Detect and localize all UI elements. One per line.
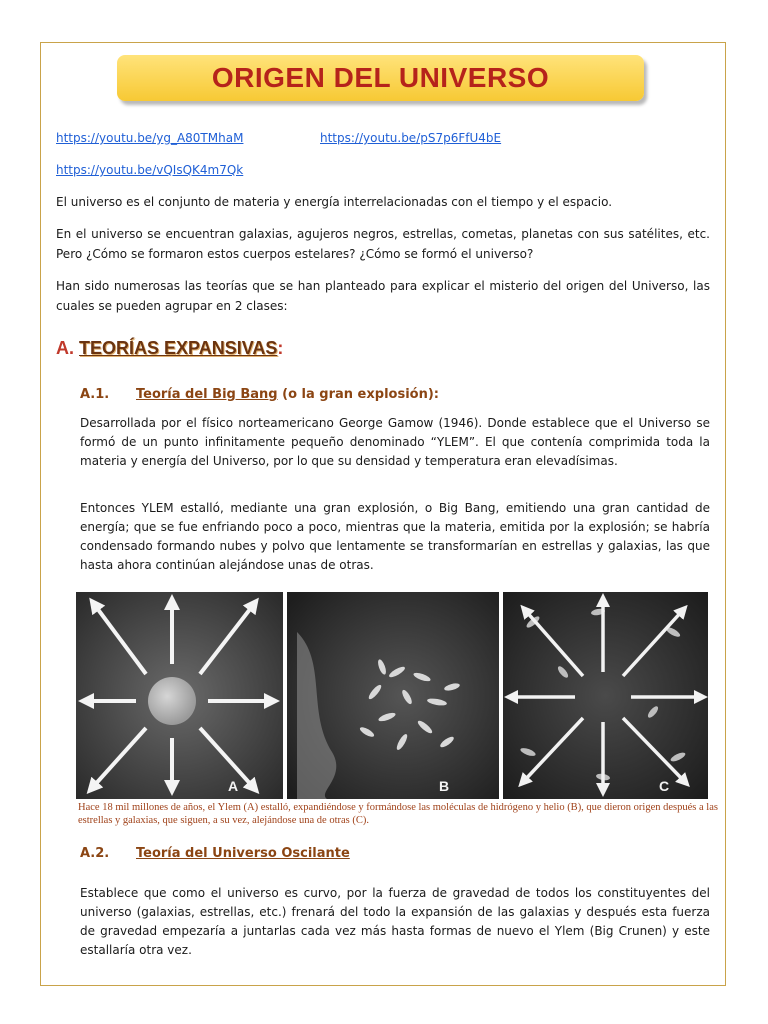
figure-caption: Hace 18 mil millones de años, el Ylem (A) estalló, expandiéndose y formándose las moléculas de hidrógeno y helio (B), que dieron origen después a las estrellas y galaxias, que siguen, a su vez, alejándose una de otras (C). (78, 802, 718, 826)
subsection-a1-title: Teoría del Big Bang (136, 387, 278, 402)
section-a-heading (56, 338, 283, 359)
figure-label-b: B (439, 778, 450, 794)
figure-c-galaxies (503, 592, 708, 799)
subsection-a2-number: A.2. (80, 846, 110, 861)
intro-paragraph-1: El universo es el conjunto de materia y energía interrelacionadas con el tiempo y el espacio. (56, 195, 613, 209)
video-link-1[interactable]: https://youtu.be/yg_A80TMhaM (56, 131, 244, 145)
oscillating-paragraph: Establece que como el universo es curvo, por la fuerza de gravedad de todos los constituyentes del universo (galaxias, estrellas, etc.) frenará del todo la expansión de las galaxias y después esta fuerza de gravedad empezaría a juntarlas cada vez más hasta formas de nuevo el Ylem (Big Crunen) y este estallaría otra vez. (80, 886, 710, 957)
subsection-a2-title: Teoría del Universo Oscilante (136, 846, 350, 861)
section-a-suffix: : (277, 338, 284, 358)
intro-paragraph-2: En el universo se encuentran galaxias, agujeros negros, estrellas, cometas, planetas con sus satélites, etc. Pero ¿Cómo se formaron estos cuerpos estelares? ¿Cómo se formó el universo? (56, 227, 710, 261)
figure-label-c: C (659, 778, 670, 794)
big-bang-paragraph-2: Entonces YLEM estalló, mediante una gran explosión, o Big Bang, emitiendo una gran cantidad de energía; que se fue enfriando poco a poco, mientras que la materia, emitida por la explosión; se habría condensado formando nubes y polvo que lentamente se transformarían en estrellas y galaxias, las que hasta ahora continúan alejándose unas de otras. (80, 501, 710, 572)
video-link-3[interactable]: https://youtu.be/vQIsQK4m7Qk (56, 163, 244, 177)
big-bang-paragraph-1: Desarrollada por el físico norteamericano George Gamow (1946). Donde establece que el Universo se formó de un punto infinitamente pequeño denominado “YLEM”. El que contenía comprimida toda la materia y energía del Universo, por lo que su densidad y temperatura eran elevadísimas. (80, 416, 710, 468)
subsection-a2-heading (80, 846, 350, 861)
figure-b-expansion (287, 592, 499, 799)
subsection-a1-title-rest: (o la gran explosión) (277, 387, 434, 402)
section-a-prefix: A. (56, 338, 74, 358)
figure-a-ylem (76, 592, 283, 799)
page-title: ORIGEN DEL UNIVERSO (211, 62, 550, 93)
subsection-a1-heading (80, 387, 439, 402)
subsection-a1-colon: : (433, 387, 439, 402)
figure-label-a: A (228, 778, 239, 794)
section-a-title: TEORÍAS EXPANSIVAS (79, 338, 278, 358)
title-banner (117, 55, 644, 101)
intro-paragraph-3: Han sido numerosas las teorías que se han planteado para explicar el misterio del origen del Universo, las cuales se pueden agrupar en 2 clases: (56, 279, 710, 313)
video-link-2[interactable]: https://youtu.be/pS7p6FfU4bE (320, 131, 502, 145)
subsection-a1-number: A.1. (80, 387, 110, 402)
